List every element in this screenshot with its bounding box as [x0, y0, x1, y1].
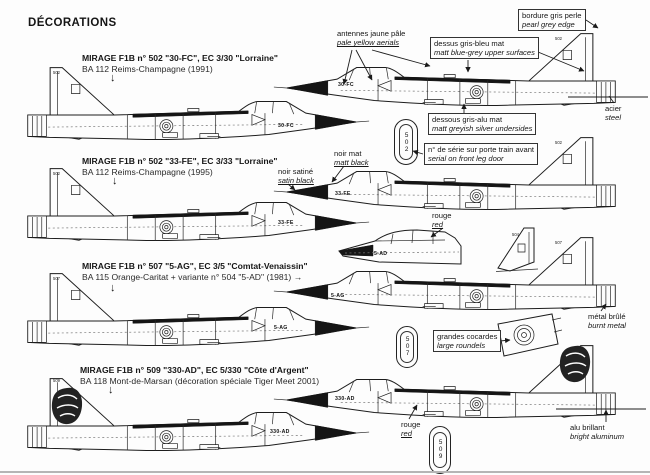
- caption-1-down-arrow-icon: ↓: [110, 72, 116, 84]
- fin-number-right-2: 502: [555, 140, 562, 145]
- annotation-matt-black-fr: noir mat: [334, 149, 362, 158]
- annotation-roundels-en: large roundels: [437, 341, 486, 351]
- annotation-satin-black-en: satin black: [278, 176, 314, 186]
- fin-number-left-2: 502: [53, 171, 60, 176]
- variant-nose-detail: [333, 226, 463, 266]
- annotation-matt-black: [334, 149, 369, 167]
- annotation-burnt-metal: [588, 312, 626, 330]
- annotation-pearl-fr: bordure gris perle: [522, 11, 582, 20]
- code-marking-right-1: 30-FC: [338, 82, 354, 88]
- annotation-roundels-fr: grandes cocardes: [437, 332, 498, 341]
- annotation-pearl-en: pearl grey edge: [522, 20, 575, 30]
- annotation-upper-fr: dessus gris-bleu mat: [434, 39, 505, 48]
- fin-number-left-3: 507: [53, 276, 60, 281]
- annotation-pale-yellow-aerials: [337, 29, 405, 47]
- page-bottom-rule: [0, 471, 650, 473]
- annotation-burnt-metal-fr: métal brûlé: [588, 312, 626, 321]
- annotation-burnt-metal-en: burnt metal: [588, 321, 626, 331]
- annotation-serial-en: serial on front leg door: [428, 154, 504, 164]
- annotation-undersides: [428, 113, 536, 135]
- fin-number-left-1: 502: [53, 70, 60, 75]
- annotation-red-upper-fr: rouge: [432, 211, 452, 220]
- annotation-serial-door: [424, 143, 538, 165]
- caption-2-down-arrow-icon: ↓: [112, 175, 118, 187]
- annotation-upper-surfaces: [430, 37, 539, 59]
- annotation-steel-fr: acier: [605, 104, 622, 113]
- large-roundel-detail: [492, 312, 562, 358]
- caption-3-down-arrow-icon: ↓: [110, 282, 116, 294]
- annotation-serial-fr: n° de série sur porte train avant: [428, 145, 535, 154]
- gear-door-serial-502: [394, 119, 418, 165]
- caption-3-title: MIRAGE F1B n° 507 "5-AG", EC 3/5 "Comtat-Venaissin": [82, 261, 308, 271]
- annotation-satin-black: [278, 167, 314, 185]
- fin-number-right-1: 502: [555, 36, 562, 41]
- annotation-satin-black-fr: noir satiné: [278, 167, 314, 176]
- code-marking-variant: 5-AD: [374, 251, 388, 257]
- caption-2-title: MIRAGE F1B n° 502 "33-FE", EC 3/33 "Lorraine": [82, 156, 278, 166]
- caption-4-sub: BA 118 Mont-de-Marsan (décoration spéciale Tiger Meet 2001): [80, 376, 320, 386]
- annotation-aerials-en: pale yellow aerials: [337, 38, 400, 48]
- fin-number-left-4: 509: [53, 378, 60, 383]
- annotation-bright-alu-en: bright aluminum: [570, 432, 625, 442]
- fin-number-spare-504: 504: [512, 232, 519, 237]
- code-marking-right-3: 5-AG: [331, 293, 345, 299]
- code-marking-left-3: 5-AG: [274, 325, 288, 331]
- annotation-red-lower-fr: rouge: [401, 420, 421, 429]
- caption-1-title: MIRAGE F1B n° 502 "30-FC", EC 3/30 "Lorraine": [82, 53, 278, 63]
- annotation-red-lower-en: red: [401, 429, 412, 439]
- annotation-red-upper-en: red: [432, 220, 443, 230]
- code-marking-left-4: 330-AD: [270, 429, 290, 435]
- annotation-undersides-fr: dessous gris-alu mat: [432, 115, 503, 124]
- annotation-pearl-grey-edge: [518, 9, 586, 31]
- annotation-steel: [605, 104, 621, 122]
- annotation-upper-en: matt blue-grey upper surfaces: [434, 48, 535, 58]
- code-marking-left-1: 30-FC: [278, 123, 294, 129]
- caption-1-sub: BA 112 Reims-Champagne (1991): [82, 64, 213, 74]
- annotation-undersides-en: matt greyish silver undersides: [432, 124, 533, 134]
- annotation-matt-black-en: matt black: [334, 158, 369, 168]
- annotation-steel-en: steel: [605, 113, 622, 123]
- annotation-bright-aluminum: [570, 423, 624, 441]
- fin-number-right-3: 507: [555, 240, 562, 245]
- tiger-art-left-fin: [50, 386, 84, 426]
- gear-door-serial-502-number: 502: [403, 131, 411, 153]
- page-title: DÉCORATIONS: [28, 17, 117, 29]
- code-marking-right-4: 330-AD: [335, 396, 355, 402]
- gear-door-serial-509-number: 509: [437, 439, 445, 461]
- annotation-aerials-fr: antennes jaune pâle: [337, 29, 406, 38]
- annotation-red-upper: [432, 211, 451, 229]
- annotation-red-lower: [401, 420, 420, 438]
- caption-4-title: MIRAGE F1B n° 509 "330-AD", EC 5/330 "Côte d'Argent": [80, 365, 309, 375]
- annotation-bright-alu-fr: alu brillant: [570, 423, 605, 432]
- annotation-large-roundels: [433, 330, 501, 352]
- tiger-art-right-fin: [558, 344, 592, 384]
- caption-2-sub: BA 112 Reims-Champagne (1995): [82, 167, 213, 177]
- gear-door-serial-507: [396, 326, 418, 368]
- code-marking-right-2: 33-FE: [335, 191, 351, 197]
- caption-4-down-arrow-icon: ↓: [108, 384, 114, 396]
- caption-3-sub: BA 115 Orange-Caritat + variante n° 504 "5-AD" (1981) →: [82, 272, 303, 282]
- gear-door-serial-509: [429, 426, 451, 474]
- code-marking-left-2: 33-FE: [278, 220, 294, 226]
- gear-door-serial-507-number: 507: [404, 336, 412, 358]
